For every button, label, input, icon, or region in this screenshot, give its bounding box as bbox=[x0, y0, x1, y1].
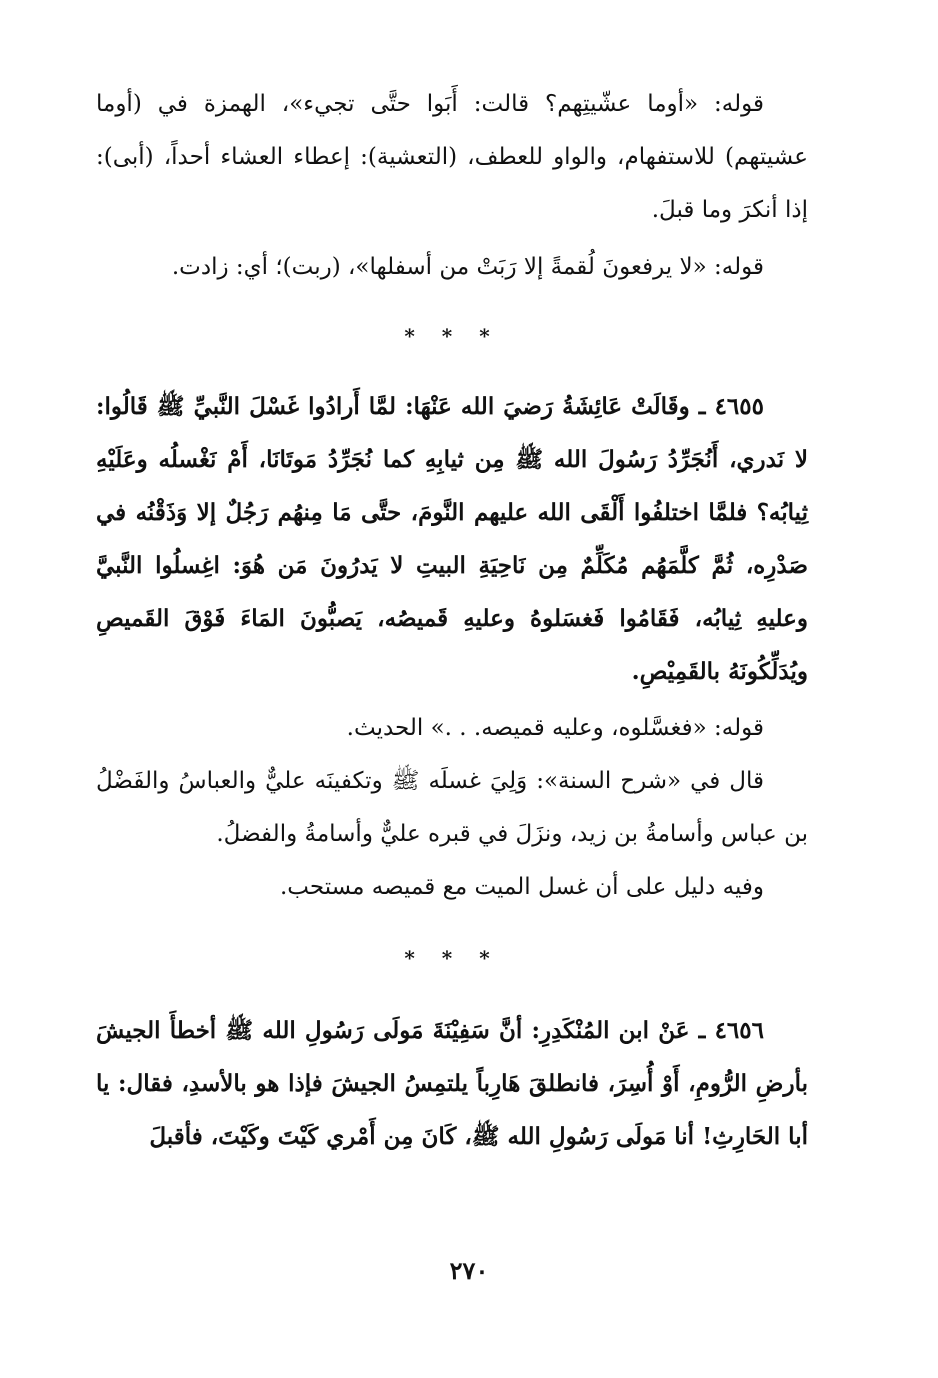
hadith-paragraph bbox=[96, 1004, 808, 1163]
commentary-paragraph: قوله: «لا يرفعونَ لُقمةً إلا رَبَتْ من أسفلها»، (ربت)؛ أي: زادت. bbox=[171, 254, 764, 280]
hadith-text: ـ وقَالَتْ عَائِشَةُ رَضيَ الله عَنْهَا: لمَّا أَرادُوا غَسْلَ النَّبيِّ ﷺ قَالُوا: لا نَدري، أَنُجَرِّدُ رَسُولَ الله ﷺ مِن ثيابِهِ كما نُجَرِّدُ مَوتَانَا، أَمْ نَغْسلُه وعَلَيْهِ ثِيابُه؟ فلمَّا اختلفُوا أَلْقَى الله عليهم النَّومَ، حتَّى مَا مِنهُم رَجُلٌ إلا وَذَقْنُه في صَدْرِه، ثُمَّ كلَّمَهُم مُكَلِّمٌ مِن نَاحِيَةِ البيتِ لا يَدرُونَ مَن هُوَ: اغِسلُوا النَّبيَّ وعليهِ ثِيابُه، فَقَامُوا فَغسَلوهُ وعليهِ قَميصُه، يَصبُّونَ المَاءَ فَوْقَ القَميصِ ويُدَلِّكُونَهُ بالقَمِيْصِ. bbox=[96, 393, 809, 685]
section-separator: * * * bbox=[404, 946, 500, 970]
commentary-paragraph: قال في «شرح السنة»: وَلِيَ غسلَه ﷺ وتكفينَه عليٌّ والعباسُ والفَضْلُ بن عباس وأسامةُ بن زيد، ونزَلَ في قبره عليٌّ وأسامةُ والفضلُ. bbox=[96, 768, 808, 847]
hadith-number: ٤٦٥٦ bbox=[714, 1017, 764, 1044]
page-body bbox=[96, 78, 808, 1298]
hadith-paragraph bbox=[96, 380, 808, 698]
commentary-paragraph: قوله: «أوما عشّيتِهم؟ قالت: أَبَوا حتَّى تجيء»، الهمزة في (أوما عشيتهم) للاستفهام، والواو للعطف، (التعشية): إعطاء العشاء أحداً، (أبى): إذا أنكرَ وما قبلَ. bbox=[96, 91, 808, 223]
page-number: ٢٧٠ bbox=[449, 1256, 489, 1285]
commentary-paragraph: وفيه دليل على أن غسل الميت مع قميصه مستحب. bbox=[279, 874, 764, 900]
hadith-text: ـ عَنْ ابن المُنْكَدِرِ: أنَّ سَفِيْنَةَ مَولَى رَسُولِ الله ﷺ أخطأَ الجيشَ بأرضِ الرُّومِ، أَوْ أُسِرَ، فانطلقَ هَارِباً يلتمِسُ الجيشَ فإذا هو بالأسدِ، فقال: يا أبا الحَارِثِ! أنا مَولَى رَسُولِ الله ﷺ، كَانَ مِن أَمْري كَيْتَ وكَيْتَ، فأقبلَ bbox=[96, 1017, 808, 1150]
section-separator: * * * bbox=[404, 324, 500, 348]
hadith-number: ٤٦٥٥ bbox=[714, 393, 764, 420]
commentary-quote: قوله: «فغسَّلوه، وعليه قميصه. . .» الحديث. bbox=[346, 715, 764, 741]
